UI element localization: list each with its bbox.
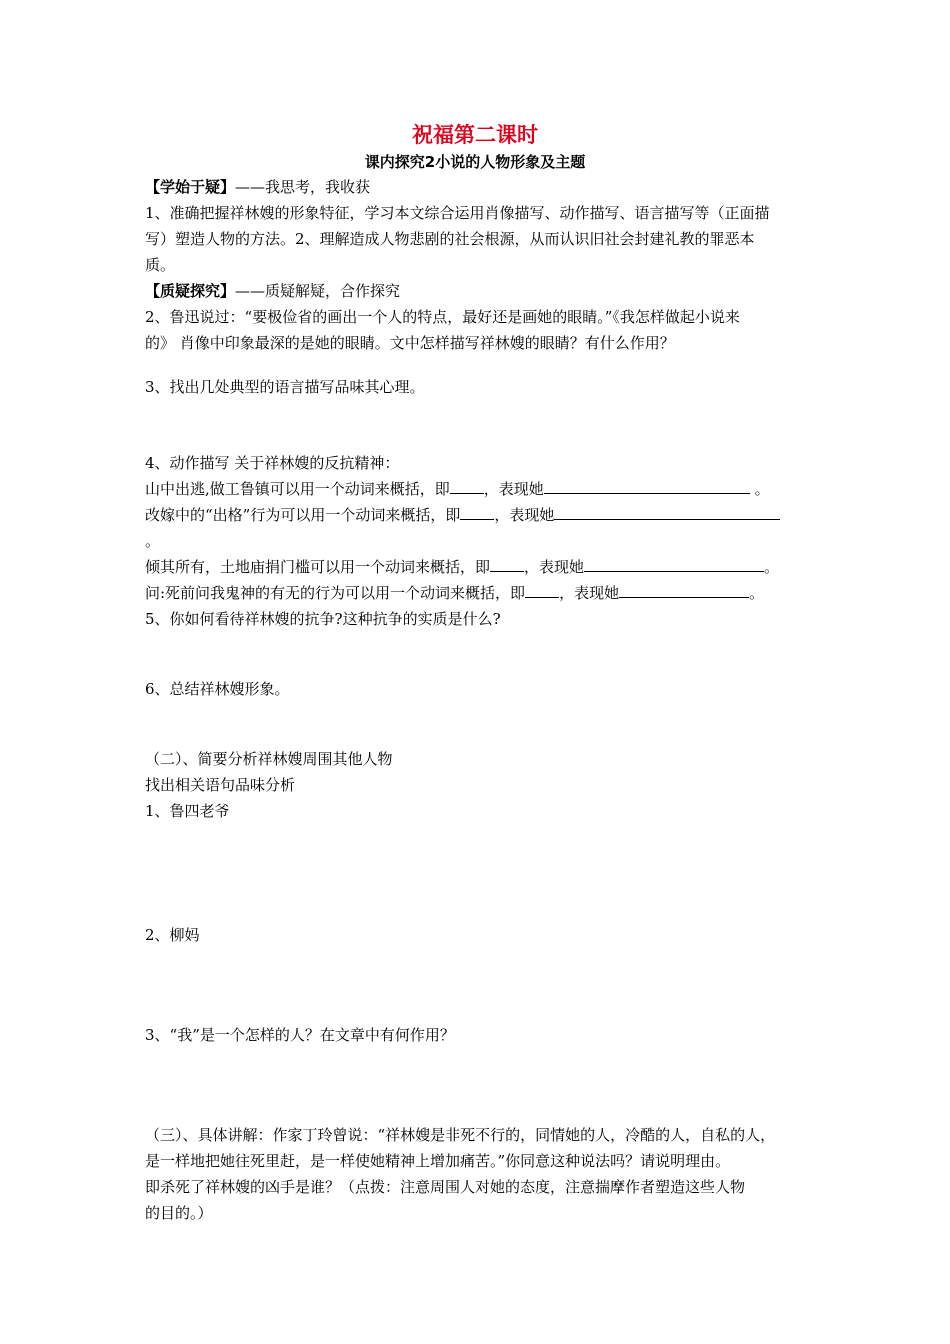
section-detail-cont: 是一样地把她往死里赶，是一样使她精神上增加痛苦。”你同意这种说法吗？请说明理由。	[145, 1152, 731, 1170]
section-detail-cont: 即杀死了祥林嫂的凶手是谁？（点拨：注意周围人对她的态度，注意揣摩作者塑造这些人物	[145, 1178, 746, 1196]
section-other-characters: （二）、简要分析祥林嫂周围其他人物	[145, 750, 393, 768]
character-item: 1、鲁四老爷	[145, 802, 230, 820]
question-3: 3、找出几处典型的语言描写品味其心理。	[145, 378, 425, 396]
question-5: 5、你如何看待祥林嫂的抗争?这种抗争的实质是什么?	[145, 610, 501, 628]
question-2-cont: 的》 肖像中印象最深的是她的眼睛。文中怎样描写祥林嫂的眼睛？有什么作用？	[145, 334, 675, 352]
section-detail-cont: 的目的。）	[145, 1204, 213, 1222]
goal-line: 质。	[145, 256, 176, 274]
answer-blank[interactable]	[460, 505, 494, 520]
character-item: 3、“我”是一个怎样的人？在文章中有何作用？	[145, 1026, 455, 1044]
question-2: 2、鲁迅说过：“要极俭省的画出一个人的特点，最好还是画她的眼睛。”《我怎样做起小说来	[145, 308, 740, 326]
section-detail: （三）、具体讲解：作家丁玲曾说：“祥林嫂是非死不行的，同情她的人，冷酷的人，自私的人，	[145, 1126, 776, 1144]
answer-blank[interactable]	[450, 479, 484, 494]
page-subtitle: 课内探究2小说的人物形象及主题	[364, 153, 586, 171]
goal-line: 1、准确把握祥林嫂的形象特征，学习本文综合运用肖像描写、动作描写、语言描写等（正面描	[145, 204, 770, 222]
fill-line-ask: 问:死前问我鬼神的有无的行为可以用一个动词来概括，即 ，表现她 。	[145, 584, 765, 602]
answer-blank[interactable]	[544, 479, 750, 494]
section-heading-explore	[145, 278, 815, 304]
fill-line-threshold: 倾其所有，土地庙捐门槛可以用一个动词来概括，即 ，表现她 。	[145, 558, 780, 576]
answer-blank[interactable]	[525, 583, 559, 598]
section-heading-tail: ——质疑解疑，合作探究	[235, 282, 401, 300]
fill-line-remarry: 改嫁中的“出格”行为可以用一个动词来概括，即 ，表现她	[145, 502, 815, 528]
goal-line: 写）塑造人物的方法。2、理解造成人物悲剧的社会根源，从而认识旧社会封建礼教的罪恶本	[145, 230, 755, 248]
answer-blank[interactable]	[490, 557, 524, 572]
answer-blank[interactable]	[619, 583, 749, 598]
section-heading-tail: ——我思考，我收获	[235, 178, 371, 196]
fill-line-remarry-end: 。	[145, 532, 161, 550]
section-heading-label: 【学始于疑】	[145, 178, 236, 196]
page-title: 祝福第二课时	[412, 123, 538, 147]
question-6: 6、总结祥林嫂形象。	[145, 680, 290, 698]
fill-line-escape: 山中出逃,做工鲁镇可以用一个动词来概括，即 ，表现她 。	[145, 480, 770, 498]
section-heading-label: 【质疑探究】	[145, 282, 236, 300]
answer-blank[interactable]	[584, 557, 764, 572]
character-item: 2、柳妈	[145, 926, 200, 944]
answer-blank[interactable]	[554, 505, 780, 520]
question-4-heading: 4、动作描写 关于祥林嫂的反抗精神：	[145, 454, 400, 472]
section-heading-learn	[145, 174, 815, 200]
instruction: 找出相关语句品味分析	[145, 776, 296, 794]
